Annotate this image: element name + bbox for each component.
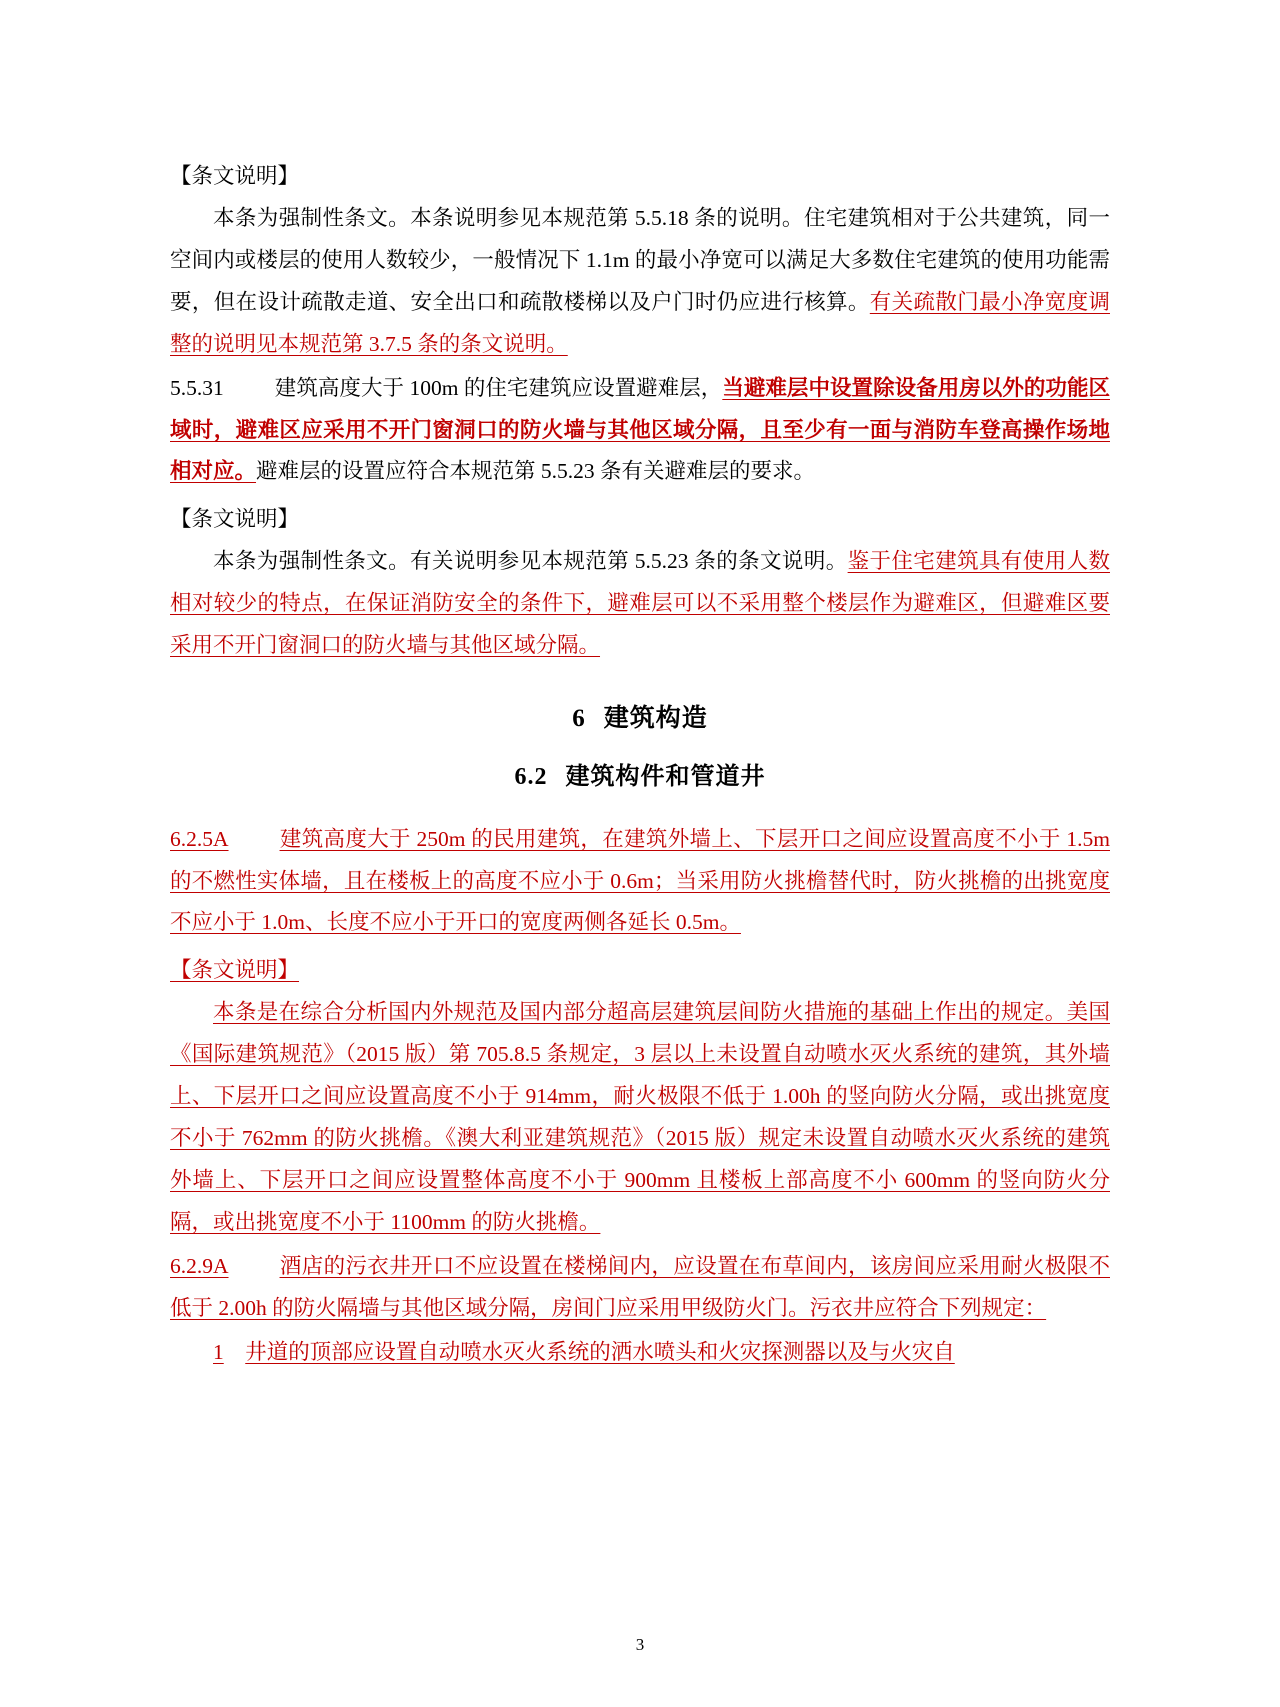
- clause-text-red-bold: 当避难层中设置除设备用房以外的功能区域时，避难区应采用不开门窗洞口的防火墙与其他区域分隔，且至少有一面与消防车登高操作场地相对应。: [170, 375, 1110, 484]
- label-text: 【条文说明】: [170, 164, 300, 188]
- paragraph-text-red-underline: 有关疏散门最小净宽度调整的说明见本规范第 3.7.5 条的条文说明。: [170, 289, 1110, 356]
- clause-number: 6.2.9A: [170, 1253, 229, 1278]
- label-text: 【条文说明】: [170, 507, 300, 532]
- paragraph-text-black: 本条为强制性条文。本条说明参见本规范第 5.5.18 条的说明。住宅建筑相对于公共建筑，同一空间内或楼层的使用人数较少，一般情况下 1.1m 的最小净宽可以满足大多数住宅建筑的使用功能需要，但在设计疏散走道、安全出口和疏散楼梯以及户门时仍应进行核算。: [170, 205, 1110, 314]
- clause-text-lead: 建筑高度大于 100m 的住宅建筑应设置避难层，: [274, 375, 723, 400]
- list-item-text: 井道的顶部应设置自动喷水灭火系统的洒水喷头和火灾探测器以及与火灾自: [245, 1339, 955, 1364]
- paragraph-5-5-31-explanation: [170, 541, 1110, 667]
- clause-6-2-9A-item-1: [170, 1332, 1110, 1374]
- paragraph-6-2-5A-explanation: [170, 992, 1110, 1244]
- label-text: 【条文说明】: [170, 958, 300, 983]
- paragraph-text-red-underline: 鉴于住宅建筑具有使用人数相对较少的特点，在保证消防安全的条件下，避难层可以不采用整个楼层作为避难区，但避难区要采用不开门窗洞口的防火墙与其他区域分隔。: [170, 549, 1110, 658]
- section-label-clause-explanation-3: [170, 950, 1110, 992]
- clause-number: 5.5.31: [170, 375, 224, 400]
- section-label-clause-explanation-2: [170, 499, 1110, 541]
- clause-6-2-9A: [170, 1246, 1110, 1330]
- section-title: 建筑构件和管道井: [565, 763, 766, 790]
- paragraph-5-5-30-explanation: [170, 198, 1110, 366]
- section-number: 6.2: [514, 763, 548, 790]
- section-label-clause-explanation-1: [170, 156, 1110, 198]
- paragraph-text-red-underline: 本条是在综合分析国内外规范及国内部分超高层建筑层间防火措施的基础上作出的规定。美国《国际建筑规范》（2015 版）第 705.8.5 条规定，3 层以上未设置自动喷水灭火系统的建筑，其外墙上、下层开口之间应设置高度不小于 914mm，耐火极限不低于 1.00h 的竖向防火分隔，或出挑宽度不小于 762mm 的防火挑檐。《澳大利亚建筑规范》（2015 版）规定未设置自动喷水灭火系统的建筑外墙上、下层开口之间应设置整体高度不小于 900mm 且楼板上部高度不小 600mm 的竖向防火分隔，或出挑宽度不小于 1100mm 的防火挑檐。: [170, 1000, 1110, 1234]
- clause-6-2-5A: [170, 819, 1110, 945]
- paragraph-text-black: 本条为强制性条文。有关说明参见本规范第 5.5.23 条的条文说明。: [213, 549, 848, 574]
- chapter-title: 建筑构造: [603, 705, 708, 733]
- chapter-number: 6: [572, 705, 586, 733]
- section-heading: [170, 754, 1110, 801]
- clause-number: 6.2.5A: [170, 826, 229, 851]
- document-body: [170, 156, 1110, 1374]
- clause-5-5-31: [170, 368, 1110, 494]
- clause-text: 酒店的污衣井开口不应设置在楼梯间内，应设置在布草间内，该房间应采用耐火极限不低于 2.00h 的防火隔墙与其他区域分隔，房间门应采用甲级防火门。污衣井应符合下列规定：: [170, 1253, 1110, 1320]
- page-number: 3: [635, 1635, 645, 1654]
- chapter-heading: [170, 695, 1110, 744]
- clause-text: 建筑高度大于 250m 的民用建筑，在建筑外墙上、下层开口之间应设置高度不小于 1.5m 的不燃性实体墙，且在楼板上的高度不应小于 0.6m；当采用防火挑檐替代时，防火挑檐的出挑宽度不应小于 1.0m、长度不应小于开口的宽度两侧各延长 0.5m。: [170, 826, 1110, 935]
- clause-text-tail: 避难层的设置应符合本规范第 5.5.23 条有关避难层的要求。: [256, 459, 816, 484]
- list-item-number: 1: [213, 1339, 224, 1364]
